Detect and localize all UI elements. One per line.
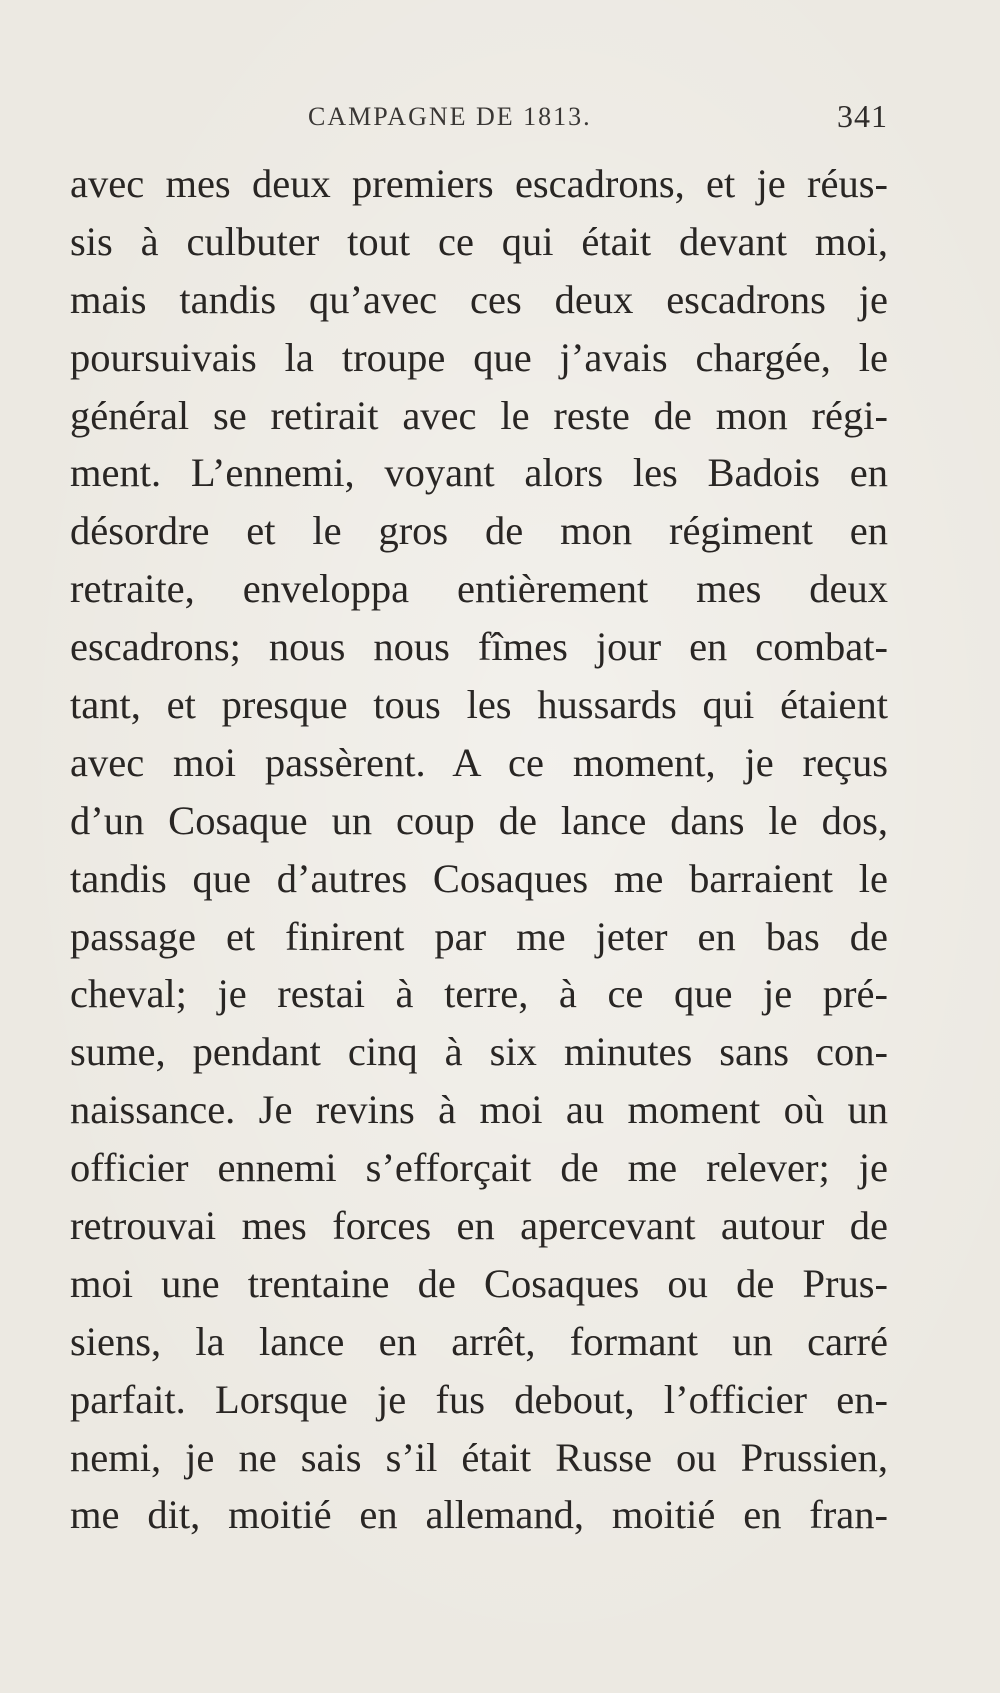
running-title: CAMPAGNE DE 1813. (308, 102, 592, 131)
text-line: d’un Cosaque un coup de lance dans le dos, (70, 797, 888, 843)
page-number: 341 (837, 98, 888, 134)
text-line: nemi, je ne sais s’il était Russe ou Prussien, (70, 1434, 888, 1480)
text-line: général se retirait avec le reste de mon régi- (70, 392, 888, 438)
text-line: poursuivais la troupe que j’avais chargée, le (70, 334, 888, 380)
text-line: parfait. Lorsque je fus debout, l’officier en- (70, 1376, 888, 1422)
text-line: sume, pendant cinq à six minutes sans con- (70, 1029, 888, 1075)
text-line: tandis que d’autres Cosaques me barraient le (70, 855, 888, 901)
text-line: me dit, moitié en allemand, moitié en fran- (70, 1492, 888, 1538)
text-line: désordre et le gros de mon régiment en (70, 508, 888, 554)
text-line: avec mes deux premiers escadrons, et je réus- (70, 161, 888, 206)
text-line: naissance. Je revins à moi au moment où un (70, 1087, 888, 1133)
text-line: avec moi passèrent. A ce moment, je reçus (70, 739, 888, 785)
text-line: sis à culbuter tout ce qui était devant moi, (70, 218, 888, 264)
text-line: moi une trentaine de Cosaques ou de Prus- (70, 1260, 888, 1306)
text-line: siens, la lance en arrêt, formant un carré (70, 1318, 888, 1364)
text-line: cheval; je restai à terre, à ce que je pré- (70, 971, 888, 1017)
body-text (70, 155, 888, 1544)
text-line: passage et finirent par me jeter en bas de (70, 913, 888, 959)
text-line: ment. L’ennemi, voyant alors les Badois en (70, 450, 888, 496)
text-line: mais tandis qu’avec ces deux escadrons je (70, 276, 888, 322)
text-line: tant, et presque tous les hussards qui étaient (70, 682, 888, 728)
text-line: escadrons; nous nous fîmes jour en combat- (70, 624, 888, 670)
text-line: retrouvai mes forces en apercevant autour de (70, 1203, 888, 1249)
text-line: officier ennemi s’efforçait de me relever; je (70, 1145, 888, 1191)
page-header (308, 98, 888, 138)
text-line: retraite, enveloppa entièrement mes deux (70, 566, 888, 612)
